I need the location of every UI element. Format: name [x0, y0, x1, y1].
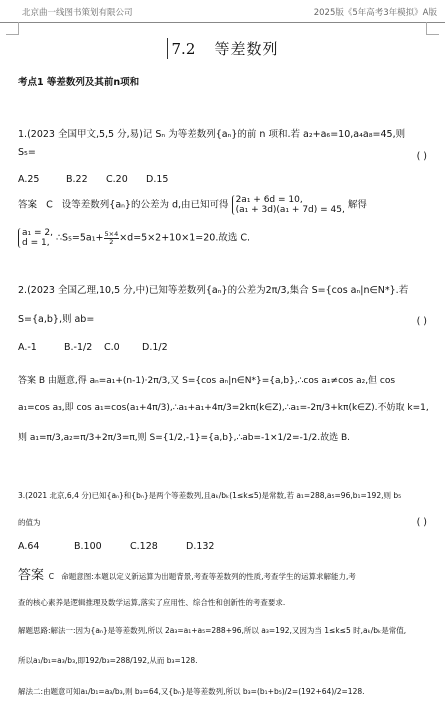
crop-mark-right — [426, 22, 439, 35]
solution-text: ∴S₅=5a₁+ — [56, 232, 104, 244]
q2-solution-line1: 答案 B 由题意,得 aₙ=a₁+(n-1)·2π/3,又 S={cos aₙ|n∈N*}={a,b},∴cos a₁≠cos a₂,但 cos — [18, 376, 396, 386]
q1-option-a: A.25 — [18, 174, 40, 185]
answer-label: 答案 — [18, 199, 38, 211]
solution-text: 解得 — [347, 199, 367, 211]
chapter-number: 7.2 — [171, 40, 196, 58]
solution-text: ×d=5×2+10×1=20.故选 C. — [119, 232, 251, 244]
crop-mark-left — [6, 22, 19, 35]
q2-option-b: B.-1/2 — [64, 342, 93, 353]
equation: 2a₁ + 6d = 10, — [235, 195, 303, 205]
q1-solution-line2 — [18, 228, 430, 248]
edition-label: 2025版《5年高考3年模拟》A版 — [313, 8, 437, 18]
publisher-name: 北京曲一线图书策划有限公司 — [22, 8, 133, 18]
solution-text: 设等差数列{aₙ}的公差为 d,由已知可得 — [61, 199, 229, 211]
solution-system — [18, 228, 53, 248]
q2-option-d: D.1/2 — [142, 342, 168, 353]
answer-letter: C — [46, 199, 53, 211]
q3-solution-line1 — [18, 570, 430, 583]
answer-label: 答案 — [18, 568, 45, 583]
q3-option-c: C.128 — [130, 541, 158, 552]
q1-solution-line1 — [18, 195, 430, 215]
q1-stem-line2: S₅= — [18, 147, 36, 158]
q1-option-b: B.22 — [66, 174, 88, 185]
q2-option-a: A.-1 — [18, 342, 37, 353]
chapter-name: 等差数列 — [214, 40, 279, 58]
equation: (a₁ + 3d)(a₁ + 7d) = 45, — [235, 205, 345, 215]
chapter-title — [0, 38, 445, 59]
q2-option-c: C.0 — [104, 342, 120, 353]
q3-stem-line2: 的值为 — [18, 518, 41, 527]
q1-answer-paren: ( ) — [416, 151, 427, 162]
q1-option-c: C.20 — [106, 174, 128, 185]
q1-option-d: D.15 — [146, 174, 169, 185]
q2-answer-paren: ( ) — [416, 316, 427, 327]
equation-system — [232, 195, 345, 215]
page-header — [0, 0, 445, 23]
q3-solution-line2: 查的核心素养是逻辑推理及数学运算,落实了应用性、综合性和创新性的考查要求. — [18, 598, 286, 607]
q3-stem-line1: 3.(2021 北京,6,4 分)已知{aₙ}和{bₙ}是两个等差数列,且aₖ/bₖ(1≤k≤5)是常数,若 a₁=288,a₅=96,b₁=192,则 b₅ — [18, 491, 402, 500]
q3-option-b: B.100 — [74, 541, 102, 552]
q3-solution-line5: 解法二:由题意可知a₁/b₁=a₃/b₃,则 b₃=64,又{bₙ}是等差数列,所以 b₃=(b₁+b₅)/2=(192+64)/2=128. — [18, 687, 365, 696]
q3-solution-line3: 解题思路:解法一:因为{aₙ}是等差数列,所以 2a₃=a₁+a₅=288+96,所以 a₃=192,又因为当 1≤k≤5 时,aₖ/bₖ是常值, — [18, 626, 407, 635]
equation: a₁ = 2, — [22, 228, 53, 238]
q2-stem-line1: 2.(2023 全国乙理,10,5 分,中)已知等差数列{aₙ}的公差为2π/3,集合 S={cos aₙ|n∈N*}.若 — [18, 285, 409, 296]
fraction: $\frac{5\times 4}{2}$ — [104, 229, 119, 246]
solution-text: 命题意图:本题以定义新运算为出题背景,考查等差数列的性质,考查学生的运算求解能力,考 — [61, 572, 356, 581]
section-heading: 考点1 等差数列及其前n项和 — [18, 77, 140, 88]
q3-option-a: A.64 — [18, 541, 40, 552]
answer-letter: C — [48, 572, 55, 581]
q3-option-d: D.132 — [186, 541, 215, 552]
q2-solution-line2: a₁=cos a₃,即 cos a₁=cos(a₁+4π/3),∴a₁+a₁+4π/3=2kπ(k∈Z),∴a₁=-2π/3+kπ(k∈Z).不妨取 k=1, — [18, 403, 429, 413]
q3-solution-line4: 所以a₁/b₁=a₃/b₃,即192/b₃=288/192,从而 b₃=128. — [18, 656, 198, 665]
equation: d = 1, — [22, 238, 50, 248]
q3-answer-paren: ( ) — [416, 517, 427, 528]
q2-stem-line2: S={a,b},则 ab= — [18, 314, 95, 325]
q2-solution-line3: 则 a₁=π/3,a₂=π/3+2π/3=π,则 S={1/2,-1}={a,b},∴ab=-1×1/2=-1/2.故选 B. — [18, 433, 351, 443]
q1-stem-line1: 1.(2023 全国甲文,5,5 分,易)记 Sₙ 为等差数列{aₙ}的前 n 项和.若 a₂+a₆=10,a₄a₈=45,则 — [18, 129, 406, 140]
